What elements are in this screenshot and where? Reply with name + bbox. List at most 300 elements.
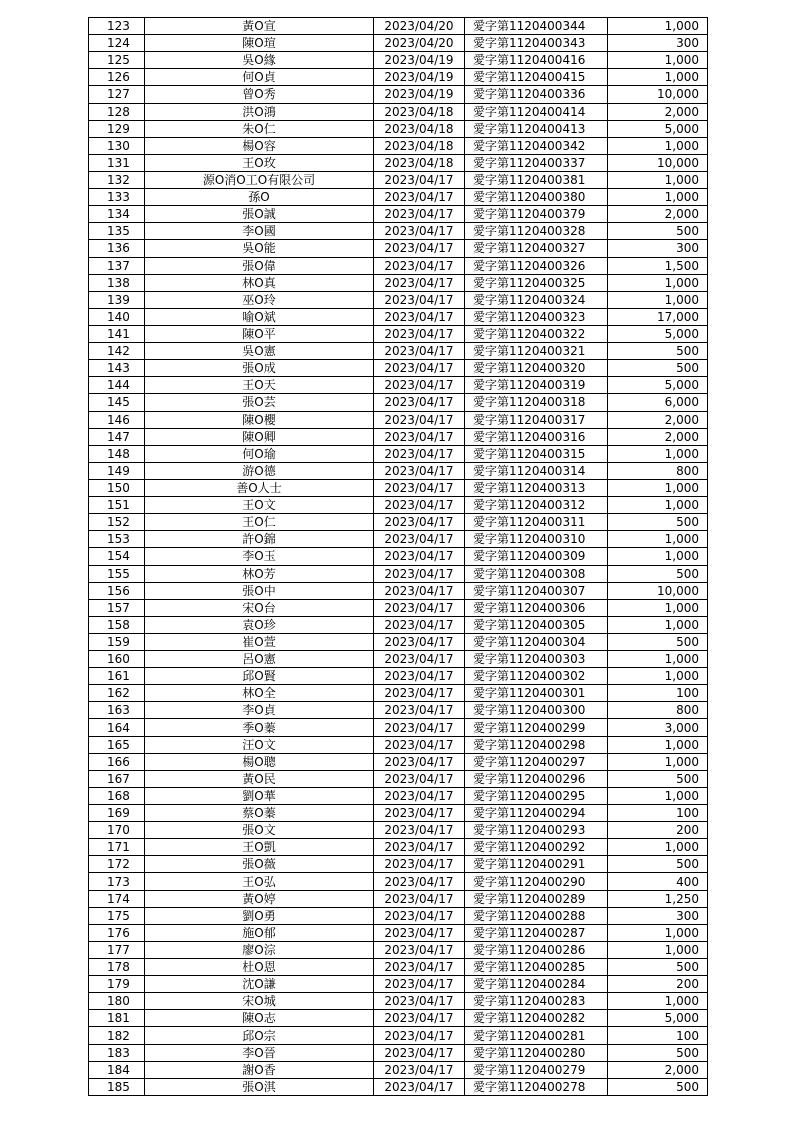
donation-date: 2023/04/18	[374, 120, 465, 137]
donation-date: 2023/04/17	[374, 753, 465, 770]
table-row	[89, 1027, 708, 1044]
row-number: 132	[89, 171, 145, 188]
donation-amount: 100	[608, 1027, 708, 1044]
donation-amount: 1,000	[608, 291, 708, 308]
donation-date: 2023/04/17	[374, 291, 465, 308]
donation-amount: 10,000	[608, 154, 708, 171]
donation-amount: 5,000	[608, 377, 708, 394]
donor-name: 廖O淙	[145, 941, 374, 958]
receipt-number: 愛字第1120400302	[465, 668, 608, 685]
receipt-number: 愛字第1120400342	[465, 137, 608, 154]
row-number: 172	[89, 856, 145, 873]
row-number: 143	[89, 360, 145, 377]
donor-name: 王O天	[145, 377, 374, 394]
donation-date: 2023/04/17	[374, 907, 465, 924]
donor-name: 邱O宗	[145, 1027, 374, 1044]
donation-amount: 2,000	[608, 103, 708, 120]
row-number: 160	[89, 651, 145, 668]
row-number: 152	[89, 514, 145, 531]
donation-date: 2023/04/17	[374, 1044, 465, 1061]
row-number: 136	[89, 240, 145, 257]
row-number: 168	[89, 787, 145, 804]
table-row	[89, 223, 708, 240]
receipt-number: 愛字第1120400381	[465, 171, 608, 188]
receipt-number: 愛字第1120400299	[465, 719, 608, 736]
row-number: 138	[89, 274, 145, 291]
donation-date: 2023/04/17	[374, 308, 465, 325]
donation-amount: 100	[608, 685, 708, 702]
donor-name: 許O錦	[145, 531, 374, 548]
donation-amount: 500	[608, 343, 708, 360]
donation-amount: 500	[608, 1044, 708, 1061]
donor-name: 林O芳	[145, 565, 374, 582]
donor-name: 何O貞	[145, 69, 374, 86]
receipt-number: 愛字第1120400308	[465, 565, 608, 582]
row-number: 177	[89, 941, 145, 958]
donor-name: 游O德	[145, 462, 374, 479]
donation-date: 2023/04/20	[374, 35, 465, 52]
donation-amount: 500	[608, 770, 708, 787]
donation-date: 2023/04/17	[374, 565, 465, 582]
receipt-number: 愛字第1120400298	[465, 736, 608, 753]
donation-amount: 500	[608, 565, 708, 582]
donor-name: 施O郁	[145, 924, 374, 941]
table-row	[89, 976, 708, 993]
donor-name: 張O中	[145, 582, 374, 599]
donation-amount: 1,000	[608, 993, 708, 1010]
table-row	[89, 171, 708, 188]
donation-date: 2023/04/17	[374, 856, 465, 873]
donation-amount: 500	[608, 633, 708, 650]
donor-name: 張O淇	[145, 1078, 374, 1095]
row-number: 135	[89, 223, 145, 240]
row-number: 129	[89, 120, 145, 137]
donation-amount: 2,000	[608, 206, 708, 223]
donation-date: 2023/04/17	[374, 685, 465, 702]
table-row	[89, 787, 708, 804]
donation-amount: 2,000	[608, 428, 708, 445]
donation-date: 2023/04/17	[374, 839, 465, 856]
table-row	[89, 189, 708, 206]
row-number: 153	[89, 531, 145, 548]
table-row	[89, 890, 708, 907]
receipt-number: 愛字第1120400281	[465, 1027, 608, 1044]
donation-date: 2023/04/17	[374, 360, 465, 377]
donation-amount: 1,000	[608, 189, 708, 206]
receipt-number: 愛字第1120400379	[465, 206, 608, 223]
table-row	[89, 959, 708, 976]
donation-amount: 1,000	[608, 616, 708, 633]
donor-name: 蔡O蓁	[145, 805, 374, 822]
receipt-number: 愛字第1120400304	[465, 633, 608, 650]
row-number: 174	[89, 890, 145, 907]
row-number: 167	[89, 770, 145, 787]
row-number: 178	[89, 959, 145, 976]
row-number: 158	[89, 616, 145, 633]
donor-name: 吳O憲	[145, 343, 374, 360]
receipt-number: 愛字第1120400326	[465, 257, 608, 274]
receipt-number: 愛字第1120400316	[465, 428, 608, 445]
donation-date: 2023/04/17	[374, 462, 465, 479]
receipt-number: 愛字第1120400317	[465, 411, 608, 428]
table-row	[89, 599, 708, 616]
donor-name: 源O消O工O有限公司	[145, 171, 374, 188]
row-number: 141	[89, 325, 145, 342]
row-number: 162	[89, 685, 145, 702]
row-number: 179	[89, 976, 145, 993]
donation-date: 2023/04/17	[374, 651, 465, 668]
row-number: 131	[89, 154, 145, 171]
donation-date: 2023/04/18	[374, 103, 465, 120]
table-row	[89, 69, 708, 86]
donation-amount: 10,000	[608, 582, 708, 599]
donor-name: 張O成	[145, 360, 374, 377]
donation-date: 2023/04/19	[374, 52, 465, 69]
table-row	[89, 822, 708, 839]
row-number: 146	[89, 411, 145, 428]
donation-date: 2023/04/17	[374, 479, 465, 496]
donor-name: 宋O城	[145, 993, 374, 1010]
donor-name: 黃O宣	[145, 18, 374, 35]
donation-date: 2023/04/17	[374, 514, 465, 531]
donation-date: 2023/04/20	[374, 18, 465, 35]
receipt-number: 愛字第1120400413	[465, 120, 608, 137]
donation-amount: 6,000	[608, 394, 708, 411]
donation-amount: 5,000	[608, 325, 708, 342]
donation-date: 2023/04/17	[374, 599, 465, 616]
table-row	[89, 137, 708, 154]
donor-name: 陳O志	[145, 1010, 374, 1027]
donation-date: 2023/04/17	[374, 959, 465, 976]
table-row	[89, 702, 708, 719]
donation-amount: 200	[608, 822, 708, 839]
receipt-number: 愛字第1120400285	[465, 959, 608, 976]
donation-amount: 1,000	[608, 753, 708, 770]
donation-date: 2023/04/17	[374, 702, 465, 719]
table-row	[89, 548, 708, 565]
receipt-number: 愛字第1120400310	[465, 531, 608, 548]
donor-name: 張O誠	[145, 206, 374, 223]
donation-date: 2023/04/17	[374, 223, 465, 240]
receipt-number: 愛字第1120400291	[465, 856, 608, 873]
table-row	[89, 941, 708, 958]
donor-name: 陳O卿	[145, 428, 374, 445]
donation-date: 2023/04/17	[374, 1027, 465, 1044]
donor-name: 王O凱	[145, 839, 374, 856]
receipt-number: 愛字第1120400337	[465, 154, 608, 171]
donation-date: 2023/04/17	[374, 873, 465, 890]
row-number: 123	[89, 18, 145, 35]
donation-amount: 300	[608, 907, 708, 924]
row-number: 181	[89, 1010, 145, 1027]
donation-date: 2023/04/17	[374, 805, 465, 822]
donor-name: 黃O民	[145, 770, 374, 787]
row-number: 163	[89, 702, 145, 719]
table-row	[89, 736, 708, 753]
table-row	[89, 1078, 708, 1095]
donor-name: 王O仁	[145, 514, 374, 531]
receipt-number: 愛字第1120400303	[465, 651, 608, 668]
donor-name: 沈O謙	[145, 976, 374, 993]
table-row	[89, 1044, 708, 1061]
row-number: 166	[89, 753, 145, 770]
donor-name: 張O薇	[145, 856, 374, 873]
table-row	[89, 907, 708, 924]
row-number: 183	[89, 1044, 145, 1061]
receipt-number: 愛字第1120400415	[465, 69, 608, 86]
table-row	[89, 52, 708, 69]
donation-date: 2023/04/17	[374, 411, 465, 428]
receipt-number: 愛字第1120400283	[465, 993, 608, 1010]
donation-amount: 1,000	[608, 651, 708, 668]
row-number: 148	[89, 445, 145, 462]
table-row	[89, 668, 708, 685]
table-row	[89, 257, 708, 274]
receipt-number: 愛字第1120400380	[465, 189, 608, 206]
donor-name: 季O蓁	[145, 719, 374, 736]
row-number: 157	[89, 599, 145, 616]
donor-name: 張O偉	[145, 257, 374, 274]
receipt-number: 愛字第1120400294	[465, 805, 608, 822]
donation-date: 2023/04/17	[374, 548, 465, 565]
donation-date: 2023/04/17	[374, 171, 465, 188]
receipt-number: 愛字第1120400328	[465, 223, 608, 240]
row-number: 164	[89, 719, 145, 736]
receipt-number: 愛字第1120400319	[465, 377, 608, 394]
donor-name: 李O玉	[145, 548, 374, 565]
donor-name: 李O晉	[145, 1044, 374, 1061]
donor-name: 王O弘	[145, 873, 374, 890]
donation-date: 2023/04/17	[374, 445, 465, 462]
donation-amount: 5,000	[608, 1010, 708, 1027]
receipt-number: 愛字第1120400297	[465, 753, 608, 770]
table-row	[89, 35, 708, 52]
receipt-number: 愛字第1120400318	[465, 394, 608, 411]
receipt-number: 愛字第1120400324	[465, 291, 608, 308]
row-number: 165	[89, 736, 145, 753]
row-number: 130	[89, 137, 145, 154]
table-row	[89, 479, 708, 496]
table-row	[89, 462, 708, 479]
donor-name: 呂O憲	[145, 651, 374, 668]
table-row	[89, 343, 708, 360]
receipt-number: 愛字第1120400327	[465, 240, 608, 257]
table-row	[89, 86, 708, 103]
table-row	[89, 445, 708, 462]
receipt-number: 愛字第1120400295	[465, 787, 608, 804]
row-number: 171	[89, 839, 145, 856]
donor-name: 洪O鴻	[145, 103, 374, 120]
donation-amount: 1,000	[608, 599, 708, 616]
donor-name: 李O貞	[145, 702, 374, 719]
table-row	[89, 770, 708, 787]
table-row	[89, 651, 708, 668]
row-number: 149	[89, 462, 145, 479]
donation-amount: 1,000	[608, 18, 708, 35]
donation-date: 2023/04/17	[374, 1078, 465, 1095]
receipt-number: 愛字第1120400311	[465, 514, 608, 531]
donation-date: 2023/04/17	[374, 822, 465, 839]
donation-amount: 3,000	[608, 719, 708, 736]
donation-date: 2023/04/17	[374, 633, 465, 650]
table-row	[89, 497, 708, 514]
donation-amount: 500	[608, 223, 708, 240]
table-row	[89, 411, 708, 428]
donor-name: 林O全	[145, 685, 374, 702]
donor-name: 林O真	[145, 274, 374, 291]
donor-name: 曾O秀	[145, 86, 374, 103]
receipt-number: 愛字第1120400336	[465, 86, 608, 103]
donation-date: 2023/04/17	[374, 394, 465, 411]
table-row	[89, 633, 708, 650]
receipt-number: 愛字第1120400296	[465, 770, 608, 787]
donation-amount: 1,000	[608, 171, 708, 188]
row-number: 161	[89, 668, 145, 685]
receipt-number: 愛字第1120400315	[465, 445, 608, 462]
donation-amount: 17,000	[608, 308, 708, 325]
receipt-number: 愛字第1120400312	[465, 497, 608, 514]
row-number: 182	[89, 1027, 145, 1044]
donor-name: 黃O婷	[145, 890, 374, 907]
donor-name: 袁O珍	[145, 616, 374, 633]
row-number: 156	[89, 582, 145, 599]
row-number: 142	[89, 343, 145, 360]
receipt-number: 愛字第1120400288	[465, 907, 608, 924]
receipt-number: 愛字第1120400280	[465, 1044, 608, 1061]
table-row	[89, 1010, 708, 1027]
donation-date: 2023/04/17	[374, 736, 465, 753]
donor-name: 楊O容	[145, 137, 374, 154]
donation-date: 2023/04/19	[374, 69, 465, 86]
donor-name: 張O芸	[145, 394, 374, 411]
donation-date: 2023/04/17	[374, 582, 465, 599]
row-number: 155	[89, 565, 145, 582]
row-number: 176	[89, 924, 145, 941]
row-number: 175	[89, 907, 145, 924]
receipt-number: 愛字第1120400301	[465, 685, 608, 702]
donation-amount: 1,000	[608, 839, 708, 856]
receipt-number: 愛字第1120400287	[465, 924, 608, 941]
donation-amount: 1,000	[608, 445, 708, 462]
receipt-number: 愛字第1120400290	[465, 873, 608, 890]
receipt-number: 愛字第1120400278	[465, 1078, 608, 1095]
receipt-number: 愛字第1120400279	[465, 1061, 608, 1078]
donor-name: 何O瑜	[145, 445, 374, 462]
donor-name: 陳O瑄	[145, 35, 374, 52]
donation-date: 2023/04/17	[374, 1010, 465, 1027]
donation-amount: 1,000	[608, 497, 708, 514]
donation-date: 2023/04/18	[374, 137, 465, 154]
donation-date: 2023/04/17	[374, 240, 465, 257]
table-row	[89, 719, 708, 736]
receipt-number: 愛字第1120400323	[465, 308, 608, 325]
receipt-number: 愛字第1120400286	[465, 941, 608, 958]
donor-name: 劉O華	[145, 787, 374, 804]
receipt-number: 愛字第1120400313	[465, 479, 608, 496]
donation-amount: 1,000	[608, 531, 708, 548]
donation-date: 2023/04/17	[374, 924, 465, 941]
receipt-number: 愛字第1120400293	[465, 822, 608, 839]
table-row	[89, 514, 708, 531]
donation-amount: 2,000	[608, 411, 708, 428]
table-row	[89, 240, 708, 257]
receipt-number: 愛字第1120400307	[465, 582, 608, 599]
donation-date: 2023/04/17	[374, 668, 465, 685]
table-row	[89, 291, 708, 308]
row-number: 127	[89, 86, 145, 103]
row-number: 128	[89, 103, 145, 120]
table-row	[89, 103, 708, 120]
row-number: 137	[89, 257, 145, 274]
row-number: 169	[89, 805, 145, 822]
donor-name: 汪O文	[145, 736, 374, 753]
donation-amount: 5,000	[608, 120, 708, 137]
donation-date: 2023/04/17	[374, 343, 465, 360]
donation-date: 2023/04/17	[374, 976, 465, 993]
donation-date: 2023/04/17	[374, 257, 465, 274]
ledger-body	[89, 18, 708, 1096]
row-number: 134	[89, 206, 145, 223]
donation-date: 2023/04/17	[374, 377, 465, 394]
donation-amount: 1,000	[608, 274, 708, 291]
receipt-number: 愛字第1120400305	[465, 616, 608, 633]
row-number: 144	[89, 377, 145, 394]
table-row	[89, 685, 708, 702]
row-number: 139	[89, 291, 145, 308]
donation-ledger-table	[88, 17, 708, 1096]
table-row	[89, 308, 708, 325]
donation-amount: 500	[608, 514, 708, 531]
row-number: 125	[89, 52, 145, 69]
receipt-number: 愛字第1120400321	[465, 343, 608, 360]
row-number: 173	[89, 873, 145, 890]
receipt-number: 愛字第1120400309	[465, 548, 608, 565]
receipt-number: 愛字第1120400306	[465, 599, 608, 616]
donor-name: 喻O斌	[145, 308, 374, 325]
receipt-number: 愛字第1120400292	[465, 839, 608, 856]
donor-name: 巫O玲	[145, 291, 374, 308]
receipt-number: 愛字第1120400343	[465, 35, 608, 52]
donor-name: 吳O緣	[145, 52, 374, 69]
donation-date: 2023/04/17	[374, 531, 465, 548]
donation-amount: 10,000	[608, 86, 708, 103]
table-row	[89, 360, 708, 377]
donation-date: 2023/04/17	[374, 616, 465, 633]
row-number: 170	[89, 822, 145, 839]
row-number: 180	[89, 993, 145, 1010]
donation-amount: 1,500	[608, 257, 708, 274]
donation-amount: 1,000	[608, 52, 708, 69]
table-row	[89, 856, 708, 873]
receipt-number: 愛字第1120400314	[465, 462, 608, 479]
donor-name: 孫O	[145, 189, 374, 206]
donation-amount: 100	[608, 805, 708, 822]
table-row	[89, 1061, 708, 1078]
donation-amount: 1,250	[608, 890, 708, 907]
donation-amount: 300	[608, 35, 708, 52]
table-row	[89, 805, 708, 822]
table-row	[89, 377, 708, 394]
row-number: 126	[89, 69, 145, 86]
table-row	[89, 582, 708, 599]
donation-amount: 1,000	[608, 924, 708, 941]
donation-amount: 500	[608, 360, 708, 377]
donor-name: 宋O台	[145, 599, 374, 616]
receipt-number: 愛字第1120400320	[465, 360, 608, 377]
table-row	[89, 154, 708, 171]
donor-name: 楊O聰	[145, 753, 374, 770]
donation-date: 2023/04/17	[374, 325, 465, 342]
